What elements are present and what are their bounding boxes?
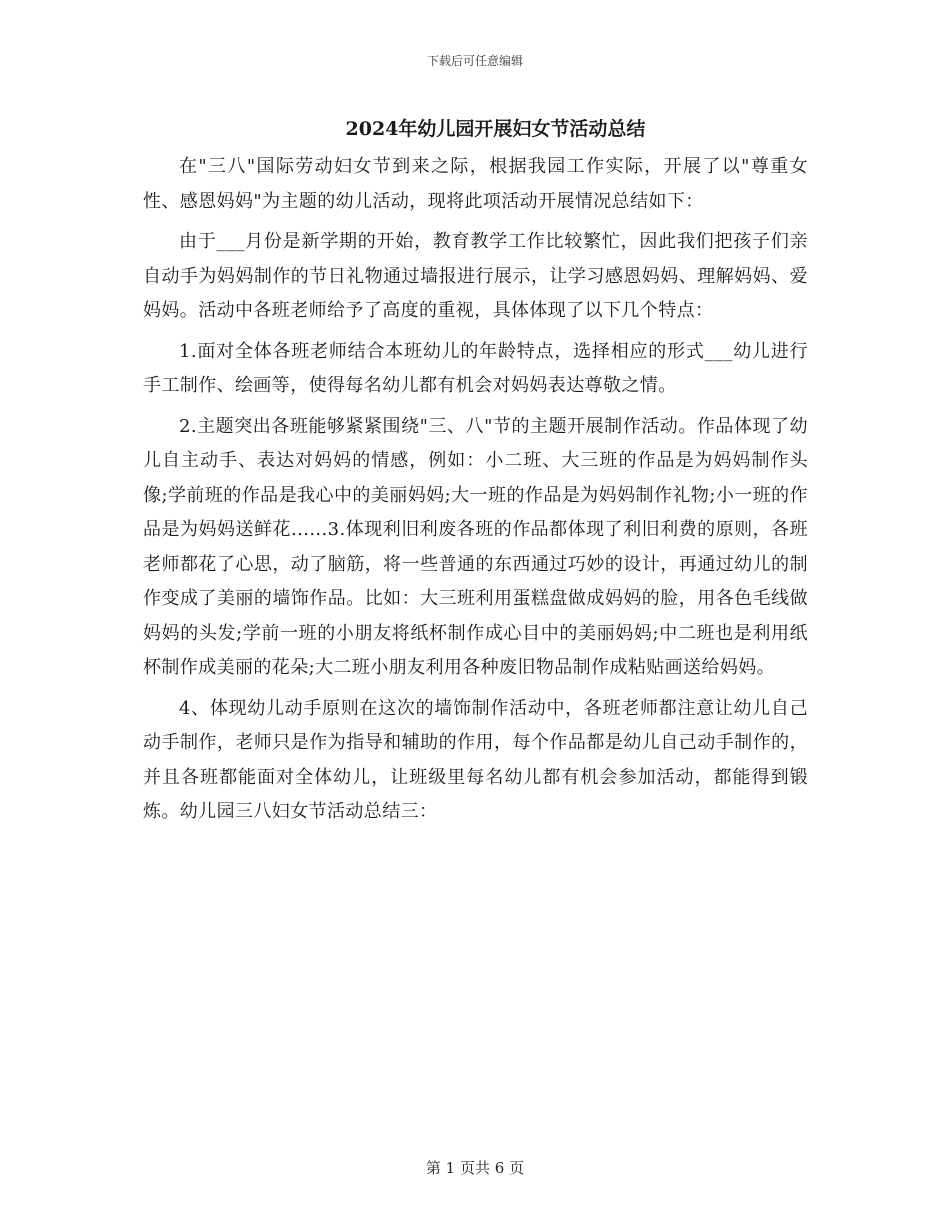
document-title: 2024年幼儿园开展妇女节活动总结 xyxy=(345,118,646,140)
page-header-note: 下载后可任意编辑 xyxy=(426,54,523,68)
paragraph-point-2-3: 2.主题突出各班能够紧紧围绕"三、八"节的主题开展制作活动。作品体现了幼儿自主动手、表达对妈妈的情感，例如：小二班、大三班的作品是为妈妈制作头像;学前班的作品是我心中的美丽妈妈;大一班的作品是为妈妈制作礼物;小一班的作品是为妈妈送鲜花......3.体现利旧利废各班的作品都体现了利旧利费的原则，各班老师都花了心思，动了脑筋，将一些普通的东西通过巧妙的设计，再通过幼儿的制作变成了美丽的墙饰作品。比如：大三班利用蛋糕盘做成妈妈的脸，用各色毛线做妈妈的头发;学前一班的小朋友将纸杯制作成心目中的美丽妈妈;中二班也是利用纸杯制作成美丽的花朵;大二班小朋友利用各种废旧物品制作成粘贴画送给妈妈。 xyxy=(143,415,808,678)
paragraph-intro: 在"三八"国际劳动妇女节到来之际，根据我园工作实际，开展了以"尊重女性、感恩妈妈"为主题的幼儿活动，现将此项活动开展情况总结如下： xyxy=(143,156,808,212)
paragraph-point-4: 4、体现幼儿动手原则在这次的墙饰制作活动中，各班老师都注意让幼儿自己动手制作，老师只是作为指导和辅助的作用，每个作品都是幼儿自己动手制作的，并且各班都能面对全体幼儿，让班级里每名幼儿都有机会参加活动，都能得到锻炼。幼儿园三八妇女节活动总结三： xyxy=(143,697,808,822)
page-number: 第 1 页共 6 页 xyxy=(425,1159,525,1177)
document-body xyxy=(143,112,808,836)
paragraph-background: 由于___月份是新学期的开始，教育教学工作比较繁忙，因此我们把孩子们亲自动手为妈妈制作的节日礼物通过墙报进行展示，让学习感恩妈妈、理解妈妈、爱妈妈。活动中各班老师给予了高度的重视，具体体现了以下几个特点： xyxy=(143,231,808,321)
paragraph-point-1: 1.面对全体各班老师结合本班幼儿的年龄特点，选择相应的形式___幼儿进行手工制作、绘画等，使得每名幼儿都有机会对妈妈表达尊敬之情。 xyxy=(143,340,808,396)
